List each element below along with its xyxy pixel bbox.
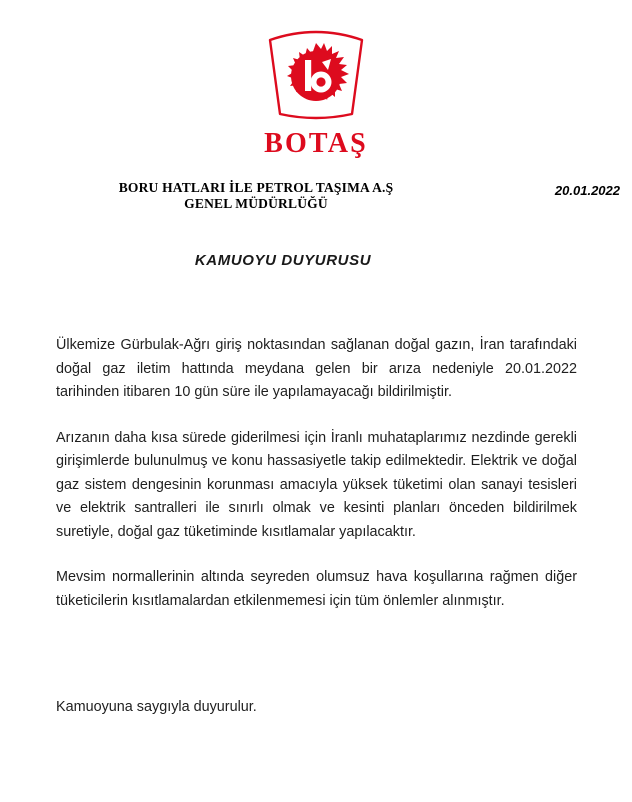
body-paragraph: Arızanın daha kısa sürede giderilmesi için İranlı muhataplarımız nezdinde gerekli girişimlerde bulunulmuş ve konu hassasiyetle takip edilmektedir. Elektrik ve doğal gaz sistem dengesinin korunması amacıyla yüksek tüketimi olan sanayi tesisleri ve elektrik santralleri ile sınırlı olmak ve kesinti planları önceden bildirilmek suretiyle, doğal gaz tüketiminde kısıtlamalar yapılacaktır. — [56, 429, 577, 540]
document-header — [0, 180, 632, 222]
closing-statement: Kamuoyuna saygıyla duyurulur. — [56, 699, 257, 715]
brand-logo-block — [0, 22, 632, 158]
botas-shield-flame-logo — [260, 22, 372, 128]
organization-name-line2: GENEL MÜDÜRLÜĞÜ — [184, 196, 328, 211]
closing-spacer — [56, 635, 577, 696]
document-date: 20.01.2022 — [554, 183, 620, 198]
brand-wordmark: BOTAŞ — [264, 128, 368, 159]
body-paragraph: Mevsim normallerinin altında seyreden olumsuz hava koşullarına rağmen diğer tüketicilerin kısıtlamalardan etkilenmemesi için tüm önlemler alınmıştır. — [56, 569, 577, 609]
body-paragraph: Ülkemize Gürbulak-Ağrı giriş noktasından sağlanan doğal gazın, İran tarafındaki doğal gaz iletim hattında meydana gelen bir arıza nedeniyle 20.01.2022 tarihinden itibaren 10 gün süre ile yapılamayacağı bildirilmiştir. — [56, 337, 577, 400]
organization-name-line1: BORU HATLARI İLE PETROL TAŞIMA A.Ş — [118, 180, 394, 195]
document-body — [56, 334, 577, 720]
page-title: KAMUOYU DUYURUSU — [194, 252, 372, 269]
